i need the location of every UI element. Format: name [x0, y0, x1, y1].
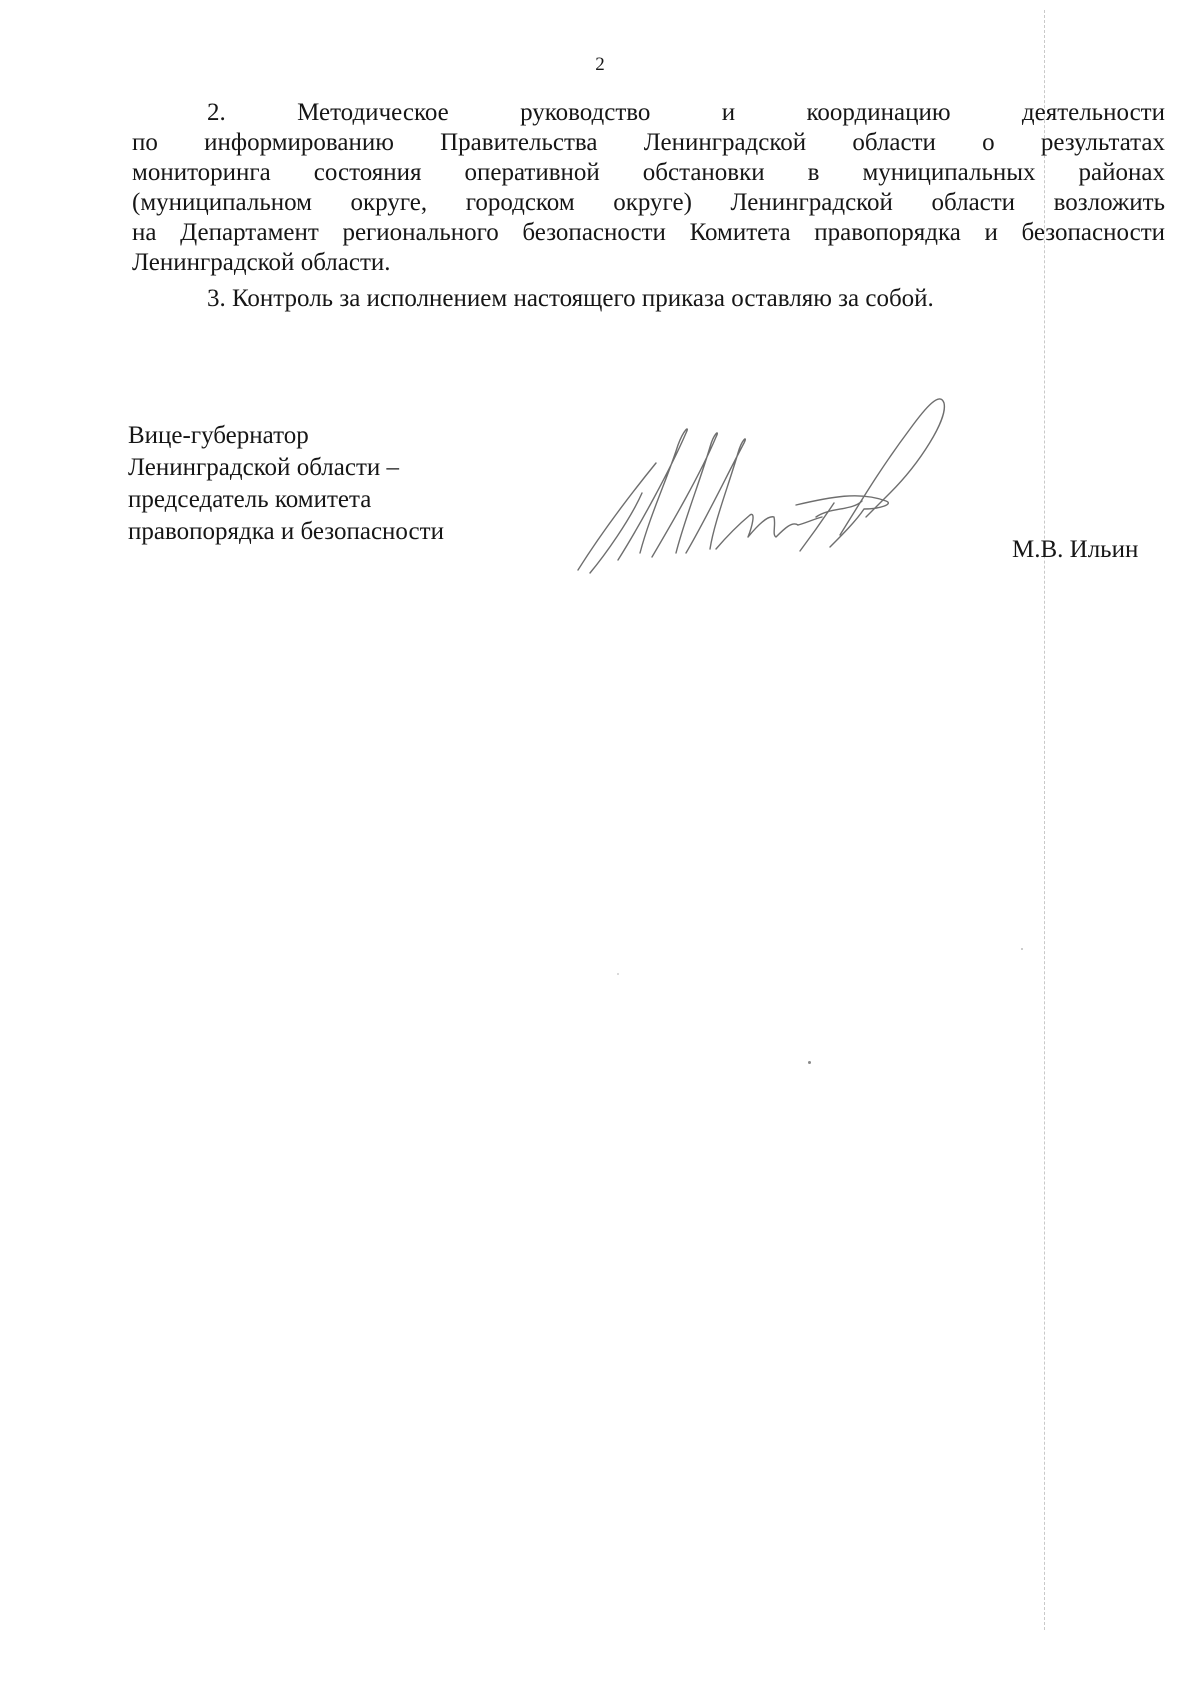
scan-speck	[1021, 948, 1023, 950]
signer-name: М.В. Ильин	[1012, 536, 1139, 563]
paragraph-2-line-1: 2. Методическое руководство и координацию деятельности	[207, 99, 1165, 126]
signer-title-line-4: правопорядка и безопасности	[128, 518, 444, 545]
handwritten-signature	[560, 385, 1040, 595]
page-number: 2	[595, 54, 605, 75]
signer-title-line-1: Вице-губернатор	[128, 422, 309, 449]
paragraph-2-line-3: мониторинга состояния оперативной обстановки в муниципальных районах	[132, 159, 1165, 186]
scan-speck	[808, 1061, 811, 1064]
paragraph-2-line-4: (муниципальном округе, городском округе) Ленинградской области возложить	[132, 189, 1165, 216]
scan-speck	[617, 973, 619, 975]
signer-block	[128, 420, 444, 548]
signer-title-line-2: Ленинградской области –	[128, 454, 400, 481]
paragraph-3: 3. Контроль за исполнением настоящего приказа оставляю за собой.	[207, 285, 934, 312]
signer-title-line-3: председатель комитета	[128, 486, 372, 513]
paragraph-2-line-2: по информированию Правительства Ленинградской области о результатах	[132, 129, 1165, 156]
paragraph-2-line-5: на Департамент регионального безопасности Комитета правопорядка и безопасности	[132, 219, 1165, 246]
document-body	[132, 98, 1165, 339]
paragraph-2-line-6: Ленинградской области.	[132, 249, 391, 276]
